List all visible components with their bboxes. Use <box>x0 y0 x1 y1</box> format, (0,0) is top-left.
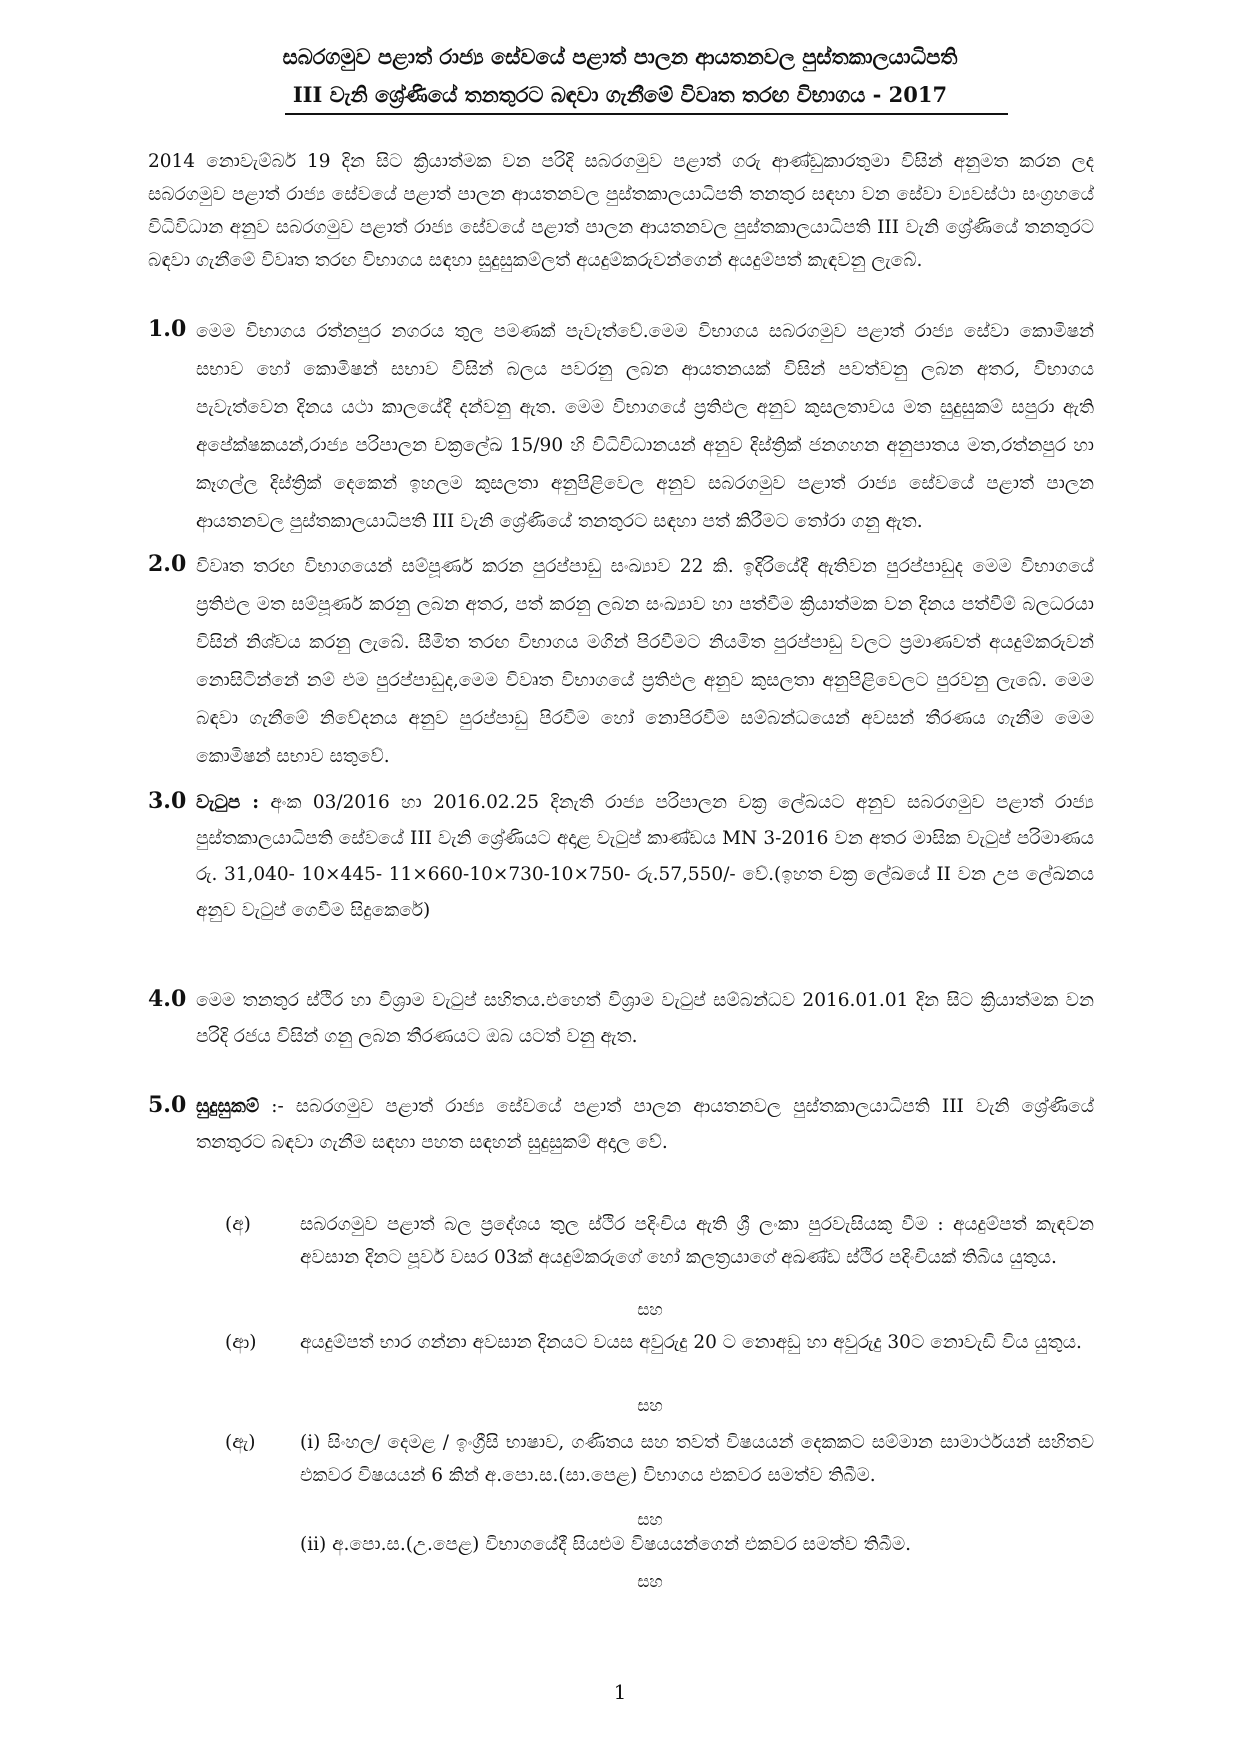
qualification-ae-marker: (ඇ) <box>225 1432 256 1453</box>
and-connector-2: සහ <box>637 1396 663 1416</box>
qualification-aa-text: අයදුම්පත් භාර ගන්නා අවසාන දිනයට වයස අවුරුදු 20 ට නොඅඩු හා අවුරුදු 30ට නොවැඩි විය යුතුය. <box>300 1332 1082 1353</box>
section-5-label: සුදුසුකම් <box>196 1096 260 1117</box>
section-5-body <box>196 1089 1094 1161</box>
title-underline <box>285 113 1008 115</box>
section-4-text: මෙම තනතුර ස්ථිර හා විශ්‍රාම වැටුප් සහිතය.එහෙත් විශ්‍රාම වැටුප් සම්බන්ධව 2016.01.01 දින සිට ක්‍රියාත්මක වන පරිදි රජය විසින් ගනු ලබන තීරණයට ඔබ යටත් වනු ඇත. <box>196 990 1094 1047</box>
intro-paragraph: 2014 නොවැම්බර් 19 දින සිට ක්‍රියාත්මක වන පරිදි සබරගමුව පළාත් ගරු ආණ්ඩුකාරතුමා විසින් අනුමත කරන ලද සබරගමුව පළාත් රාජ්‍ය සේවයේ පළාත් පාලන ආයතනවල පුස්තකාලයාධිපති තනතුර සඳහා වන සේවා ව්‍යවස්ථා සංග්‍රහයේ විධිවිධාන අනුව සබරගමුව පළාත් රාජ්‍ය සේවයේ පළාත් පාලන ආයතනවල පුස්තකාලයාධිපති III වැනි ශ්‍රේණියේ තනතුරට බඳවා ගැනීමේ විවෘත තරඟ විභාගය සඳහා සුදුසුකම්ලත් අයදුම්කරුවන්ගෙන් අයදුම්පත් කැඳවනු ලැබේ. <box>148 151 1094 271</box>
qualification-ae-item-1: (i) සිංහල/ දෙමළ / ඉංග්‍රීසි භාෂාව, ගණිතය සහ තවත් විෂයයන් දෙකකට සම්මාන සාමාර්ථයන් සහිතව එකවර විෂයයන් 6 කින් අ.පො.ස.(සා.පෙළ) විභාගය එකවර සමත්ව තිබීම. <box>300 1432 1094 1486</box>
section-5-number: 5.0 <box>148 1092 187 1118</box>
qualification-ae-item-2: (ii) අ.පො.ස.(උ.පෙළ) විභාගයේදී සියළුම විෂයයන්ගෙන් එකවර සමත්ව තිබීම. <box>300 1534 912 1555</box>
section-3-label: වැටුප : <box>196 792 260 813</box>
section-2-number: 2.0 <box>148 551 187 577</box>
section-5-text: :- සබරගමුව පළාත් රාජ්‍ය සේවයේ පළාත් පාලන ආයතනවල පුස්තකාලයාධිපති III වැනි ශ්‍රේණියේ තනතුරට බඳවා ගැනීම සඳහා පහත සඳහන් සුදුසුකම් අදාල වේ. <box>196 1096 1094 1153</box>
section-3-number: 3.0 <box>148 788 187 814</box>
section-1-text: මෙම විභාගය රත්නපුර නගරය තුල පමණක් පැවැත්වේ.මෙම විභාගය සබරගමුව පළාත් රාජ්‍ය සේවා කොමිෂන් සභාව හෝ කොමිෂන් සභාව විසින් බලය පවරනු ලබන ආයතනයක් විසින් පවත්වනු ලබන අතර, විභාගය පැවැත්වෙන දිනය යථා කාලයේදී දන්වනු ඇත. මෙම විභාගයේ ප්‍රතිඵල අනුව කුසලතාවය මත සුදුසුකම් සපුරා ඇති අපේක්ෂකයන්,රාජ්‍ය පරිපාලන චක්‍රලේඛ 15/90 හි විධිවිධානයන් අනුව දිස්ත්‍රික් ජනගහන අනුපාතය මත,රත්නපුර හා කෑගල්ල දිස්ත්‍රික් දෙකෙන් ඉහලම කුසලතා අනුපිළිවෙල අනුව සබරගමුව පළාත් රාජ්‍ය සේවයේ පළාත් පාලන ආයතනවල පුස්තකාලයාධිපති III වැනි ශ්‍රේණියේ තනතුරට සඳහා පත් කිරීමට තෝරා ගනු ඇත. <box>196 321 1094 532</box>
qualification-a-marker: (අ) <box>225 1214 251 1235</box>
page-number: 1 <box>613 1680 627 1704</box>
section-3-text: අංක 03/2016 හා 2016.02.25 දිනැති රාජ්‍ය පරිපාලන චක්‍ර ලේඛයට අනුව සබරගමුව පළාත් රාජ්‍ය පුස්තකාලයාධිපති සේවයේ III වැනි ශ්‍රේණියට අදාළ වැටුප් කාණ්ඩය MN 3-2016 වන අතර මාසික වැටුප් පරිමාණය රු. 31,040- 10×445- 11×660-10×730-10×750- රු.57,550/- වේ.(ඉහත චක්‍ර ලේඛයේ II වන උප ලේඛනය අනුව වැටුප් ගෙවීම සිදුකෙරේ) <box>196 792 1095 921</box>
qualification-aa-marker: (ආ) <box>225 1332 257 1353</box>
qualification-a-text: සබරගමුව පළාත් බල ප්‍රදේශය තුල ස්ථිර පදිංචිය ඇති ශ්‍රී ලංකා පුරවැසියකු වීම : අයදුම්පත් කැඳවන අවසාන දිනට පූර්ව වසර 03ක් අයදුම්කරුගේ හෝ කලත්‍රයාගේ අඛණ්ඩ ස්ථිර පදිංචියක් තිබිය යුතුය. <box>300 1214 1094 1268</box>
section-4-number: 4.0 <box>148 986 187 1012</box>
and-connector-1: සහ <box>637 1300 663 1320</box>
and-connector-3: සහ <box>637 1510 663 1530</box>
section-1-number: 1.0 <box>148 316 187 342</box>
section-2-text: විවෘත තරඟ විභාගයෙන් සම්පූර්ණ කරන පුරප්පාඩු සංඛ්‍යාව 22 කි. ඉදිරියේදී ඇතිවන පුරප්පාඩුද මෙම විභාගයේ ප්‍රතිඵල මත සම්පූර්ණ කරනු ලබන අතර, පත් කරනු ලබන සංඛ්‍යාව හා පත්වීම ක්‍රියාත්මක වන දිනය පත්වීම් බලධරයා විසින් නිශ්චය කරනු ලැබේ. සීමිත තරඟ විභාගය මගින් පිරවීමට නියමිත පුරප්පාඩු වලට ප්‍රමාණවත් අයදුම්කරුවන් නොසිටින්නේ නම් එම පුරප්පාඩුද,මෙම විවෘත විභාගයේ ප්‍රතිඵල අනුව කුසලතා අනුපිළිවෙලට පුරවනු ලැබේ. මෙම බඳවා ගැනීමේ නිවේදනය අනුව පුරප්පාඩු පිරවීම හෝ නොපිරවීම සම්බන්ධයෙන් අවසන් තීරණය ගැනීම මෙම කොමිෂන් සභාව සතුවේ. <box>196 556 1094 767</box>
document-title-line-1: සබරගමුව පළාත් රාජ්‍ය සේවයේ පළාත් පාලන ආයතනවල පුස්තකාලයාධිපති <box>282 44 958 69</box>
section-3-body <box>196 785 1094 929</box>
document-title-line-2: III වැනි ශ්‍රේණියේ තනතුරට බඳවා ගැනීමේ විවෘත තරඟ විභාගය - 2017 <box>292 82 948 107</box>
and-connector-4: සහ <box>637 1572 663 1592</box>
